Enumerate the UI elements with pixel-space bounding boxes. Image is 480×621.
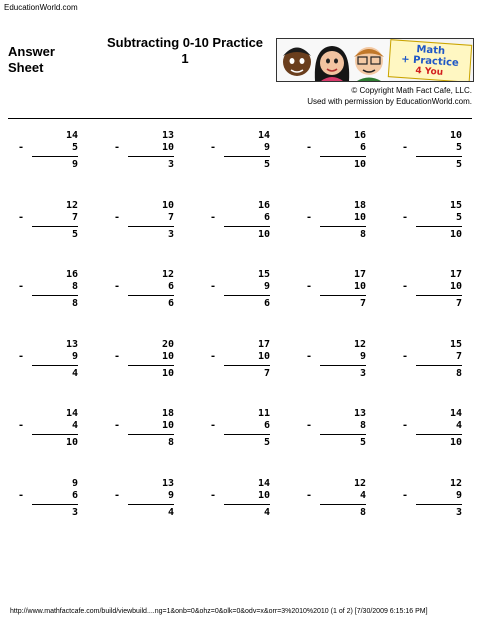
answer-rule <box>320 365 366 366</box>
subtrahend: 8 <box>359 420 366 431</box>
subtrahend-row <box>306 420 366 432</box>
subtraction-problem <box>402 130 462 171</box>
blank-sign <box>18 408 32 420</box>
blank-sign <box>18 478 32 490</box>
answer: 5 <box>455 159 462 170</box>
minuend-row <box>210 269 270 281</box>
answer-label-line1: Answer <box>8 44 55 59</box>
minuend-row <box>114 269 174 281</box>
subtrahend: 6 <box>263 420 270 431</box>
subtrahend-row <box>18 142 78 154</box>
minuend-row <box>18 339 78 351</box>
answer: 8 <box>167 437 174 448</box>
blank-sign <box>210 339 224 351</box>
subtraction-problem <box>210 269 270 310</box>
blank-sign <box>402 339 416 351</box>
minuend: 18 <box>161 408 174 419</box>
subtraction-problem <box>18 130 78 171</box>
title-line1: Subtracting 0-10 Practice <box>106 35 264 50</box>
minuend-row <box>402 269 462 281</box>
minus-sign: - <box>210 420 217 431</box>
answer: 3 <box>71 507 78 518</box>
minus-sign: - <box>18 142 25 153</box>
answer: 7 <box>359 298 366 309</box>
minuend: 14 <box>257 478 270 489</box>
answer: 3 <box>359 368 366 379</box>
subtraction-problem <box>402 269 462 310</box>
minus-sign: - <box>114 351 121 362</box>
minuend: 9 <box>71 478 78 489</box>
blank-sign <box>306 269 320 281</box>
subtraction-problem <box>114 200 174 241</box>
subtrahend: 10 <box>161 351 174 362</box>
answer-rule <box>320 434 366 435</box>
subtrahend-row <box>18 490 78 502</box>
minuend: 17 <box>449 269 462 280</box>
blank-sign <box>306 339 320 351</box>
minus-sign: - <box>306 351 313 362</box>
subtraction-problem <box>18 339 78 380</box>
answer-rule <box>416 156 462 157</box>
blank-sign <box>210 408 224 420</box>
minuend-row <box>114 339 174 351</box>
answer: 8 <box>455 368 462 379</box>
subtrahend: 4 <box>71 420 78 431</box>
answer: 5 <box>71 229 78 240</box>
worksheet-title <box>90 35 280 67</box>
minuend: 15 <box>257 269 270 280</box>
minuend: 13 <box>161 130 174 141</box>
minuend: 17 <box>353 269 366 280</box>
subtraction-problem <box>210 478 270 519</box>
minus-sign: - <box>402 351 409 362</box>
minus-sign: - <box>306 281 313 292</box>
minus-sign: - <box>402 142 409 153</box>
answer-rule <box>128 504 174 505</box>
blank-sign <box>402 130 416 142</box>
minuend: 14 <box>449 408 462 419</box>
blank-sign <box>306 478 320 490</box>
subtraction-problem <box>402 478 462 519</box>
blank-sign <box>114 269 128 281</box>
copyright-line1: © Copyright Math Fact Cafe, LLC. <box>351 86 472 95</box>
blank-sign <box>114 130 128 142</box>
minuend-row <box>18 200 78 212</box>
answer-sheet-label <box>8 44 55 76</box>
minuend-row <box>402 200 462 212</box>
subtrahend: 8 <box>71 281 78 292</box>
subtrahend: 4 <box>455 420 462 431</box>
blank-sign <box>114 200 128 212</box>
minus-sign: - <box>210 351 217 362</box>
subtrahend: 10 <box>161 420 174 431</box>
subtrahend-row <box>18 351 78 363</box>
subtrahend-row <box>402 281 462 293</box>
subtraction-problem <box>210 130 270 171</box>
math-practice-banner <box>276 38 474 82</box>
blank-sign <box>210 478 224 490</box>
subtraction-problem <box>18 269 78 310</box>
subtrahend-row <box>306 142 366 154</box>
answer: 10 <box>353 159 366 170</box>
minus-sign: - <box>18 212 25 223</box>
subtrahend-row <box>210 281 270 293</box>
minuend-row <box>306 130 366 142</box>
subtrahend-row <box>402 212 462 224</box>
minuend: 12 <box>449 478 462 489</box>
answer-rule <box>32 295 78 296</box>
minuend: 15 <box>449 339 462 350</box>
subtraction-problem <box>402 200 462 241</box>
subtrahend: 5 <box>71 142 78 153</box>
minuend: 10 <box>449 130 462 141</box>
minuend-row <box>18 130 78 142</box>
minus-sign: - <box>402 281 409 292</box>
subtrahend: 6 <box>263 212 270 223</box>
minuend: 16 <box>257 200 270 211</box>
title-line2: 1 <box>181 51 189 66</box>
minuend: 16 <box>353 130 366 141</box>
subtraction-problem <box>306 130 366 171</box>
minus-sign: - <box>402 420 409 431</box>
minus-sign: - <box>402 212 409 223</box>
minuend: 15 <box>449 200 462 211</box>
minuend-row <box>114 408 174 420</box>
blank-sign <box>114 408 128 420</box>
subtrahend-row <box>402 490 462 502</box>
minuend: 12 <box>161 269 174 280</box>
site-label: EducationWorld.com <box>4 3 78 12</box>
minuend: 12 <box>353 478 366 489</box>
minuend-row <box>210 478 270 490</box>
answer: 10 <box>257 229 270 240</box>
answer: 8 <box>359 507 366 518</box>
blank-sign <box>210 200 224 212</box>
minus-sign: - <box>18 351 25 362</box>
subtraction-problem <box>306 200 366 241</box>
subtraction-problem <box>114 478 174 519</box>
minus-sign: - <box>114 281 121 292</box>
subtrahend: 9 <box>167 490 174 501</box>
subtrahend-row <box>114 281 174 293</box>
subtrahend: 6 <box>167 281 174 292</box>
answer: 10 <box>449 437 462 448</box>
subtraction-problem <box>210 200 270 241</box>
blank-sign <box>114 339 128 351</box>
blank-sign <box>402 408 416 420</box>
copyright-line2: Used with permission by EducationWorld.com. <box>307 97 472 106</box>
answer: 5 <box>359 437 366 448</box>
minuend: 11 <box>257 408 270 419</box>
answer-rule <box>224 295 270 296</box>
minuend: 16 <box>65 269 78 280</box>
subtraction-problem <box>114 339 174 380</box>
minuend: 17 <box>257 339 270 350</box>
answer-rule <box>128 365 174 366</box>
subtrahend: 9 <box>263 281 270 292</box>
blank-sign <box>18 339 32 351</box>
minuend: 12 <box>65 200 78 211</box>
subtrahend-row <box>18 212 78 224</box>
subtraction-problem <box>306 478 366 519</box>
answer-rule <box>224 156 270 157</box>
subtrahend: 5 <box>455 142 462 153</box>
blank-sign <box>114 478 128 490</box>
answer-rule <box>128 295 174 296</box>
subtrahend: 7 <box>71 212 78 223</box>
header-divider <box>8 118 472 119</box>
answer-rule <box>32 504 78 505</box>
answer: 5 <box>263 437 270 448</box>
subtrahend-row <box>18 420 78 432</box>
subtraction-problem <box>114 408 174 449</box>
answer: 3 <box>455 507 462 518</box>
subtrahend-row <box>402 142 462 154</box>
minus-sign: - <box>18 420 25 431</box>
answer-rule <box>32 365 78 366</box>
minuend-row <box>210 339 270 351</box>
subtrahend-row <box>114 490 174 502</box>
minus-sign: - <box>306 420 313 431</box>
answer-rule <box>320 295 366 296</box>
minus-sign: - <box>306 142 313 153</box>
answer: 10 <box>449 229 462 240</box>
answer-rule <box>320 504 366 505</box>
blank-sign <box>210 130 224 142</box>
minuend-row <box>402 339 462 351</box>
logo-line2: + Practice <box>400 53 460 69</box>
minuend-row <box>306 269 366 281</box>
subtraction-problem <box>306 408 366 449</box>
subtrahend-row <box>114 212 174 224</box>
answer-label-line2: Sheet <box>8 60 44 75</box>
answer: 8 <box>71 298 78 309</box>
answer: 10 <box>161 368 174 379</box>
minus-sign: - <box>18 490 25 501</box>
answer-rule <box>32 226 78 227</box>
minuend-row <box>402 130 462 142</box>
subtrahend-row <box>210 420 270 432</box>
math-practice-logo <box>388 39 472 82</box>
answer: 7 <box>263 368 270 379</box>
answer: 6 <box>167 298 174 309</box>
blank-sign <box>210 269 224 281</box>
minus-sign: - <box>114 212 121 223</box>
answer-rule <box>224 434 270 435</box>
subtraction-problem <box>114 130 174 171</box>
subtraction-problem <box>18 200 78 241</box>
subtrahend-row <box>210 142 270 154</box>
problem-grid <box>0 130 480 530</box>
blank-sign <box>306 130 320 142</box>
minus-sign: - <box>306 212 313 223</box>
subtrahend-row <box>306 212 366 224</box>
answer: 5 <box>263 159 270 170</box>
subtraction-problem <box>306 339 366 380</box>
subtrahend: 9 <box>71 351 78 362</box>
minuend-row <box>114 478 174 490</box>
answer-rule <box>32 434 78 435</box>
minus-sign: - <box>306 490 313 501</box>
minus-sign: - <box>114 420 121 431</box>
answer: 3 <box>167 159 174 170</box>
minuend-row <box>18 478 78 490</box>
subtrahend-row <box>402 420 462 432</box>
answer-rule <box>224 365 270 366</box>
subtrahend-row <box>306 281 366 293</box>
answer-rule <box>416 504 462 505</box>
answer-rule <box>320 156 366 157</box>
subtrahend-row <box>306 351 366 363</box>
blank-sign <box>402 269 416 281</box>
minuend: 14 <box>257 130 270 141</box>
subtrahend: 10 <box>353 281 366 292</box>
minuend-row <box>306 200 366 212</box>
subtrahend: 10 <box>449 281 462 292</box>
answer: 8 <box>359 229 366 240</box>
answer: 10 <box>65 437 78 448</box>
minuend: 18 <box>353 200 366 211</box>
minuend: 13 <box>161 478 174 489</box>
subtrahend-row <box>114 142 174 154</box>
subtraction-problem <box>402 408 462 449</box>
answer-rule <box>416 434 462 435</box>
subtrahend: 7 <box>455 351 462 362</box>
answer-rule <box>224 504 270 505</box>
logo-line3: 4 You <box>415 66 444 78</box>
blank-sign <box>18 200 32 212</box>
subtrahend: 7 <box>167 212 174 223</box>
minus-sign: - <box>114 142 121 153</box>
subtraction-problem <box>210 339 270 380</box>
subtrahend-row <box>114 351 174 363</box>
minus-sign: - <box>18 281 25 292</box>
page-footer-url: http://www.mathfactcafe.com/build/viewbuild....ng=1&onb=0&ohz=0&olk=0&odv=x&orr=3%2010%2010 (1 of 2) [7/30/2009 6:15:16 PM] <box>10 608 428 615</box>
minus-sign: - <box>114 490 121 501</box>
subtrahend: 9 <box>263 142 270 153</box>
logo-line1: Math <box>416 44 446 58</box>
subtrahend: 9 <box>359 351 366 362</box>
minuend: 14 <box>65 408 78 419</box>
subtrahend: 6 <box>359 142 366 153</box>
subtrahend: 10 <box>161 142 174 153</box>
answer-rule <box>128 156 174 157</box>
answer: 9 <box>71 159 78 170</box>
minuend-row <box>306 478 366 490</box>
minuend: 14 <box>65 130 78 141</box>
minuend: 20 <box>161 339 174 350</box>
answer: 4 <box>263 507 270 518</box>
kids-illustration <box>277 39 389 81</box>
minus-sign: - <box>210 142 217 153</box>
blank-sign <box>306 408 320 420</box>
blank-sign <box>18 269 32 281</box>
answer-rule <box>416 295 462 296</box>
subtraction-problem <box>114 269 174 310</box>
answer-rule <box>224 226 270 227</box>
answer-rule <box>128 226 174 227</box>
answer: 6 <box>263 298 270 309</box>
copyright-notice <box>307 85 472 107</box>
answer-rule <box>128 434 174 435</box>
answer-rule <box>320 226 366 227</box>
minuend-row <box>114 200 174 212</box>
blank-sign <box>18 130 32 142</box>
answer-rule <box>32 156 78 157</box>
subtrahend: 10 <box>257 351 270 362</box>
minuend: 10 <box>161 200 174 211</box>
subtraction-problem <box>402 339 462 380</box>
subtrahend: 6 <box>71 490 78 501</box>
minuend: 13 <box>353 408 366 419</box>
minuend-row <box>306 408 366 420</box>
minus-sign: - <box>402 490 409 501</box>
blank-sign <box>306 200 320 212</box>
minus-sign: - <box>210 212 217 223</box>
subtrahend: 4 <box>359 490 366 501</box>
subtrahend: 10 <box>353 212 366 223</box>
minuend-row <box>402 478 462 490</box>
minus-sign: - <box>210 490 217 501</box>
subtrahend-row <box>114 420 174 432</box>
answer: 4 <box>71 368 78 379</box>
answer-rule <box>416 365 462 366</box>
answer: 7 <box>455 298 462 309</box>
subtrahend: 5 <box>455 212 462 223</box>
subtrahend-row <box>210 212 270 224</box>
subtrahend-row <box>306 490 366 502</box>
minuend-row <box>18 269 78 281</box>
minuend-row <box>114 130 174 142</box>
subtraction-problem <box>306 269 366 310</box>
minuend-row <box>210 130 270 142</box>
minuend-row <box>402 408 462 420</box>
blank-sign <box>402 478 416 490</box>
minus-sign: - <box>210 281 217 292</box>
minuend: 12 <box>353 339 366 350</box>
subtrahend: 10 <box>257 490 270 501</box>
subtraction-problem <box>210 408 270 449</box>
minuend-row <box>210 200 270 212</box>
minuend-row <box>18 408 78 420</box>
subtraction-problem <box>18 408 78 449</box>
subtraction-problem <box>18 478 78 519</box>
minuend-row <box>210 408 270 420</box>
subtrahend-row <box>18 281 78 293</box>
blank-sign <box>402 200 416 212</box>
subtrahend-row <box>402 351 462 363</box>
answer: 4 <box>167 507 174 518</box>
minuend-row <box>306 339 366 351</box>
subtrahend-row <box>210 490 270 502</box>
answer-rule <box>416 226 462 227</box>
subtrahend-row <box>210 351 270 363</box>
minuend: 13 <box>65 339 78 350</box>
answer: 3 <box>167 229 174 240</box>
subtrahend: 9 <box>455 490 462 501</box>
